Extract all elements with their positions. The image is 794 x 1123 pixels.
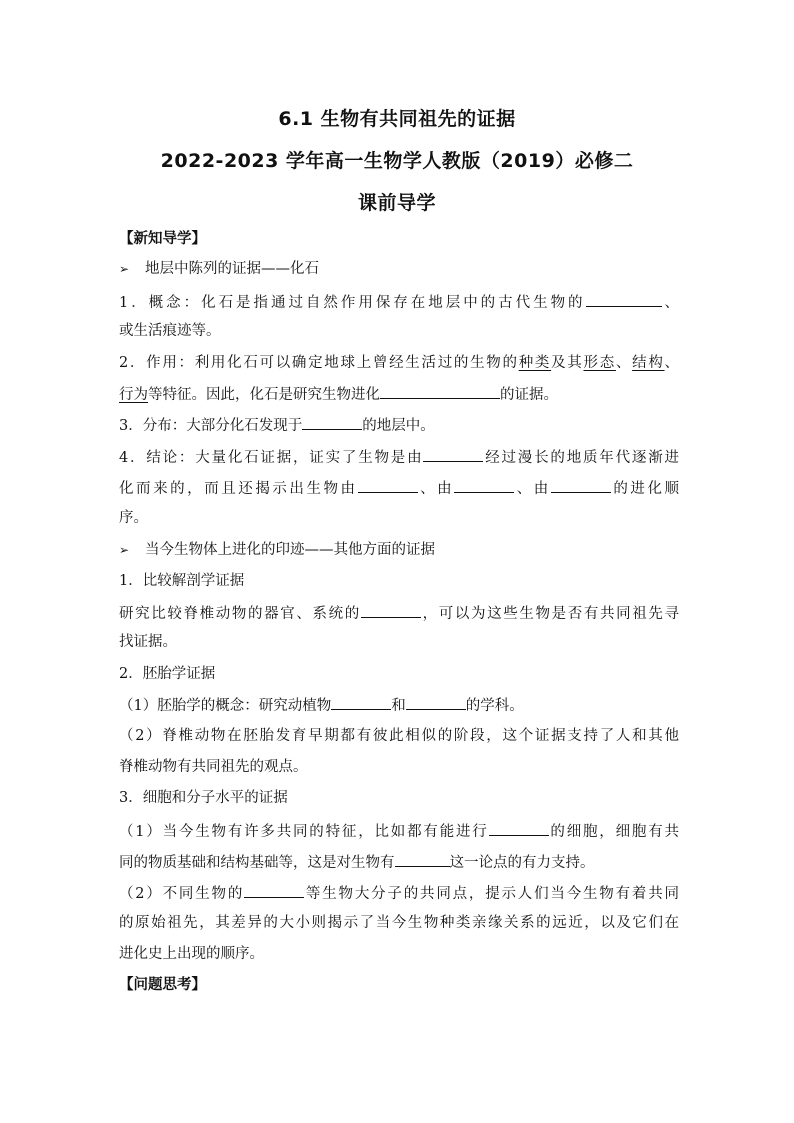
arrow-bullet-icon: ➢ xyxy=(119,543,130,557)
molecular-line5: 进化史上出现的顺序。 xyxy=(119,946,264,962)
embryology-title: 2．胚胎学证据 xyxy=(119,666,216,682)
answer-blank[interactable] xyxy=(302,414,362,430)
item2-line1: 2．作用：利用化石可以确定地球上曾经生活过的生物的种类及其形态、结构、 xyxy=(119,355,680,371)
item2-line2: 行为等特征。因此，化石是研究生物进化 的证据。 xyxy=(119,383,679,405)
answer-blank[interactable] xyxy=(454,477,514,493)
answer-blank[interactable] xyxy=(395,851,450,867)
answer-blank[interactable] xyxy=(244,882,304,898)
molecular-line4: 的原始祖先，其差异的大小则揭示了当今生物种类亲缘关系的远近，以及它们在 xyxy=(119,915,679,931)
answer-blank[interactable] xyxy=(551,477,611,493)
molecular-title: 3．细胞和分子水平的证据 xyxy=(119,790,288,806)
molecular-line1: （1）当今生物有许多共同的特征，比如都有能进行 的细胞，细胞有共 xyxy=(119,820,679,842)
embryology-line2: （2）脊椎动物在胚胎发育早期都有彼此相似的阶段，这个证据支持了人和其他 xyxy=(119,728,679,744)
answer-blank[interactable] xyxy=(358,477,418,493)
anatomy-line2: 找证据。 xyxy=(119,634,177,650)
item4-line2: 化而来的，而且还揭示出生物由 、由 、由 的进化顺 xyxy=(119,477,679,499)
item1-line1: 1．概念：化石是指通过自然作用保存在地层中的古代生物的 、 xyxy=(119,291,679,313)
question-heading: 【问题思考】 xyxy=(119,977,206,993)
answer-blank[interactable] xyxy=(361,602,421,618)
molecular-line3: （2）不同生物的 等生物大分子的共同点，提示人们当今生物有着共同 xyxy=(119,882,679,904)
embryology-line1: （1）胚胎学的概念：研究动植物 和 的学科。 xyxy=(119,694,679,716)
embryology-line3: 脊椎动物有共同祖先的观点。 xyxy=(119,759,308,775)
item4-line3: 序。 xyxy=(119,510,148,526)
fossil-heading: ➢ 地层中陈列的证据——化石 xyxy=(119,261,319,277)
document-section-title: 课前导学 xyxy=(357,192,436,214)
item4-line1: 4．结论：大量化石证据，证实了生物是由 经过漫长的地质年代逐渐进 xyxy=(119,446,679,468)
other-evidence-heading: ➢ 当今生物体上进化的印迹——其他方面的证据 xyxy=(119,542,435,558)
answer-blank[interactable] xyxy=(586,291,662,307)
answer-blank[interactable] xyxy=(331,694,391,710)
new-knowledge-heading: 【新知导学】 xyxy=(119,231,206,247)
document-subtitle: 2022-2023 学年高一生物学人教版（2019）必修二 xyxy=(160,150,634,172)
document-title: 6.1 生物有共同祖先的证据 xyxy=(278,108,516,130)
answer-blank[interactable] xyxy=(489,820,549,836)
item3-line: 3．分布：大部分化石发现于 的地层中。 xyxy=(119,414,679,436)
molecular-line2: 同的物质基础和结构基础等，这是对生物有 这一论点的有力支持。 xyxy=(119,851,679,873)
anatomy-title: 1．比较解剖学证据 xyxy=(119,573,245,589)
answer-blank[interactable] xyxy=(406,694,466,710)
answer-blank[interactable] xyxy=(380,383,500,399)
arrow-bullet-icon: ➢ xyxy=(119,262,130,276)
answer-blank[interactable] xyxy=(423,446,483,462)
item1-line2: 或生活痕迹等。 xyxy=(119,323,221,339)
anatomy-line1: 研究比较脊椎动物的器官、系统的 ，可以为这些生物是否有共同祖先寻 xyxy=(119,602,679,624)
